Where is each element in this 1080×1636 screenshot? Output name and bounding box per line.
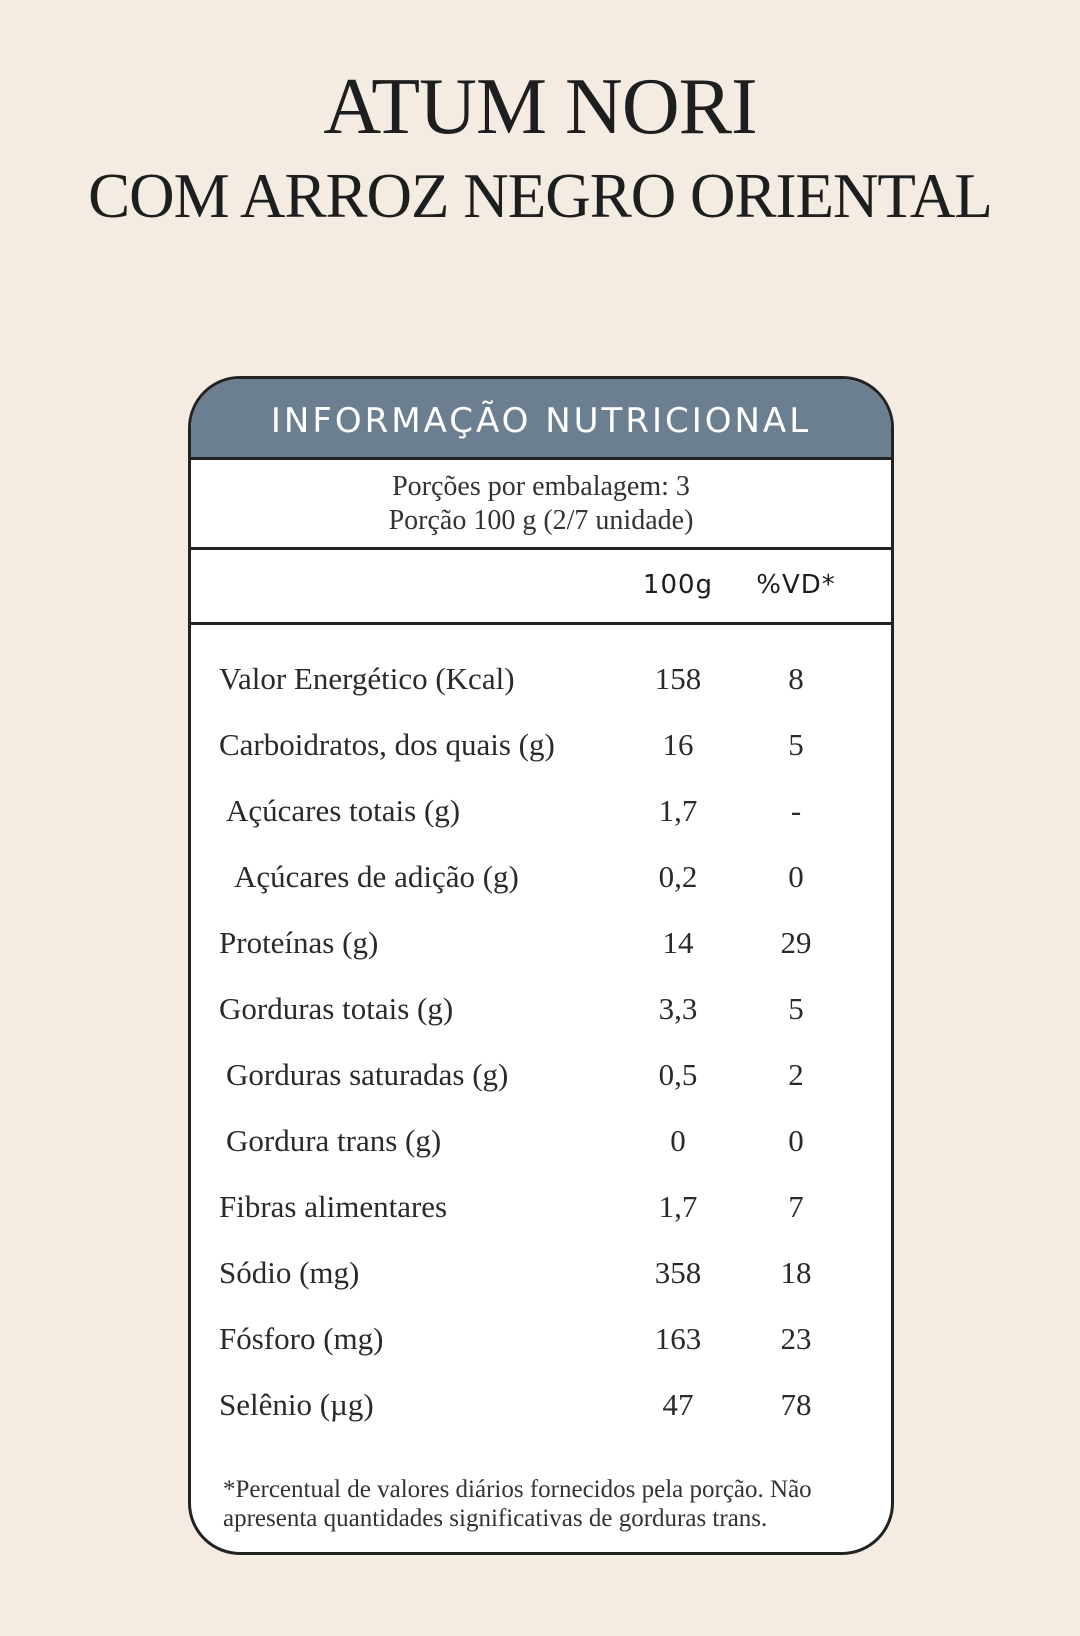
col-amount-header: 100g [642,570,714,600]
nutrient-amount: 1,7 [658,793,698,828]
nutrient-amount: 0 [670,1123,686,1158]
nutrient-dv: 18 [780,1255,812,1290]
table-row [191,1057,891,1123]
column-headers [191,550,891,625]
nutrient-name: Valor Energético (Kcal) [219,661,515,696]
nutrient-amount: 14 [662,925,694,960]
nutrient-name: Gorduras totais (g) [219,991,454,1026]
serving-info [191,460,891,550]
table-row [191,727,891,793]
table-row [191,1123,891,1189]
nutrient-dv: 0 [788,1123,804,1158]
nutrient-amount: 3,3 [658,991,698,1026]
table-row [191,991,891,1057]
nutrient-name: Fibras alimentares [219,1189,448,1224]
nutrient-amount: 0,2 [658,859,698,894]
nutrient-dv: 5 [788,991,804,1026]
nutrient-name: Proteínas (g) [219,925,379,960]
nutrient-amount: 358 [654,1255,702,1290]
table-row [191,1321,891,1387]
footnote: *Percentual de valores diários fornecidos pela porção. Não apresenta quantidades significativas de gorduras trans. [223,1476,812,1532]
product-title: ATUM NORI [323,63,757,151]
table-row [191,793,891,859]
table-row [191,1255,891,1321]
nutrient-name: Açúcares totais (g) [226,793,461,828]
nutrient-name: Selênio (µg) [219,1387,374,1422]
table-row [191,661,891,727]
col-dv-header: %VD* [756,570,836,600]
nutrient-dv: 7 [788,1189,804,1224]
nutrient-dv: 2 [788,1057,804,1092]
nutrient-name: Gorduras saturadas (g) [226,1057,509,1092]
nutrient-dv: 5 [788,727,804,762]
nutrient-name: Açúcares de adição (g) [234,859,519,894]
table-row [191,925,891,991]
table-row [191,1387,891,1453]
nutrition-header: INFORMAÇÃO NUTRICIONAL [191,379,891,460]
nutrient-amount: 158 [654,661,702,696]
nutrient-dv: 8 [788,661,804,696]
nutrient-dv: 0 [788,859,804,894]
nutrient-amount: 0,5 [658,1057,698,1092]
nutrient-name: Fósforo (mg) [219,1321,384,1356]
nutrient-dv: 78 [780,1387,812,1422]
table-row [191,859,891,925]
nutrient-amount: 1,7 [658,1189,698,1224]
servings-per-package: Porções por embalagem: 3 [392,471,690,502]
nutrient-dv: - [790,793,802,828]
nutrition-label [188,376,894,1555]
table-row [191,1189,891,1255]
nutrient-name: Gordura trans (g) [226,1123,442,1158]
nutrient-amount: 47 [662,1387,694,1422]
nutrient-dv: 29 [780,925,812,960]
nutrient-name: Carboidratos, dos quais (g) [219,727,555,762]
product-subtitle: COM ARROZ NEGRO ORIENTAL [88,161,992,231]
nutrient-name: Sódio (mg) [219,1255,360,1290]
nutrient-amount: 16 [662,727,694,762]
nutrient-dv: 23 [780,1321,812,1356]
nutrient-amount: 163 [654,1321,702,1356]
serving-size: Porção 100 g (2/7 unidade) [388,505,694,536]
nutrient-rows [191,625,891,1453]
